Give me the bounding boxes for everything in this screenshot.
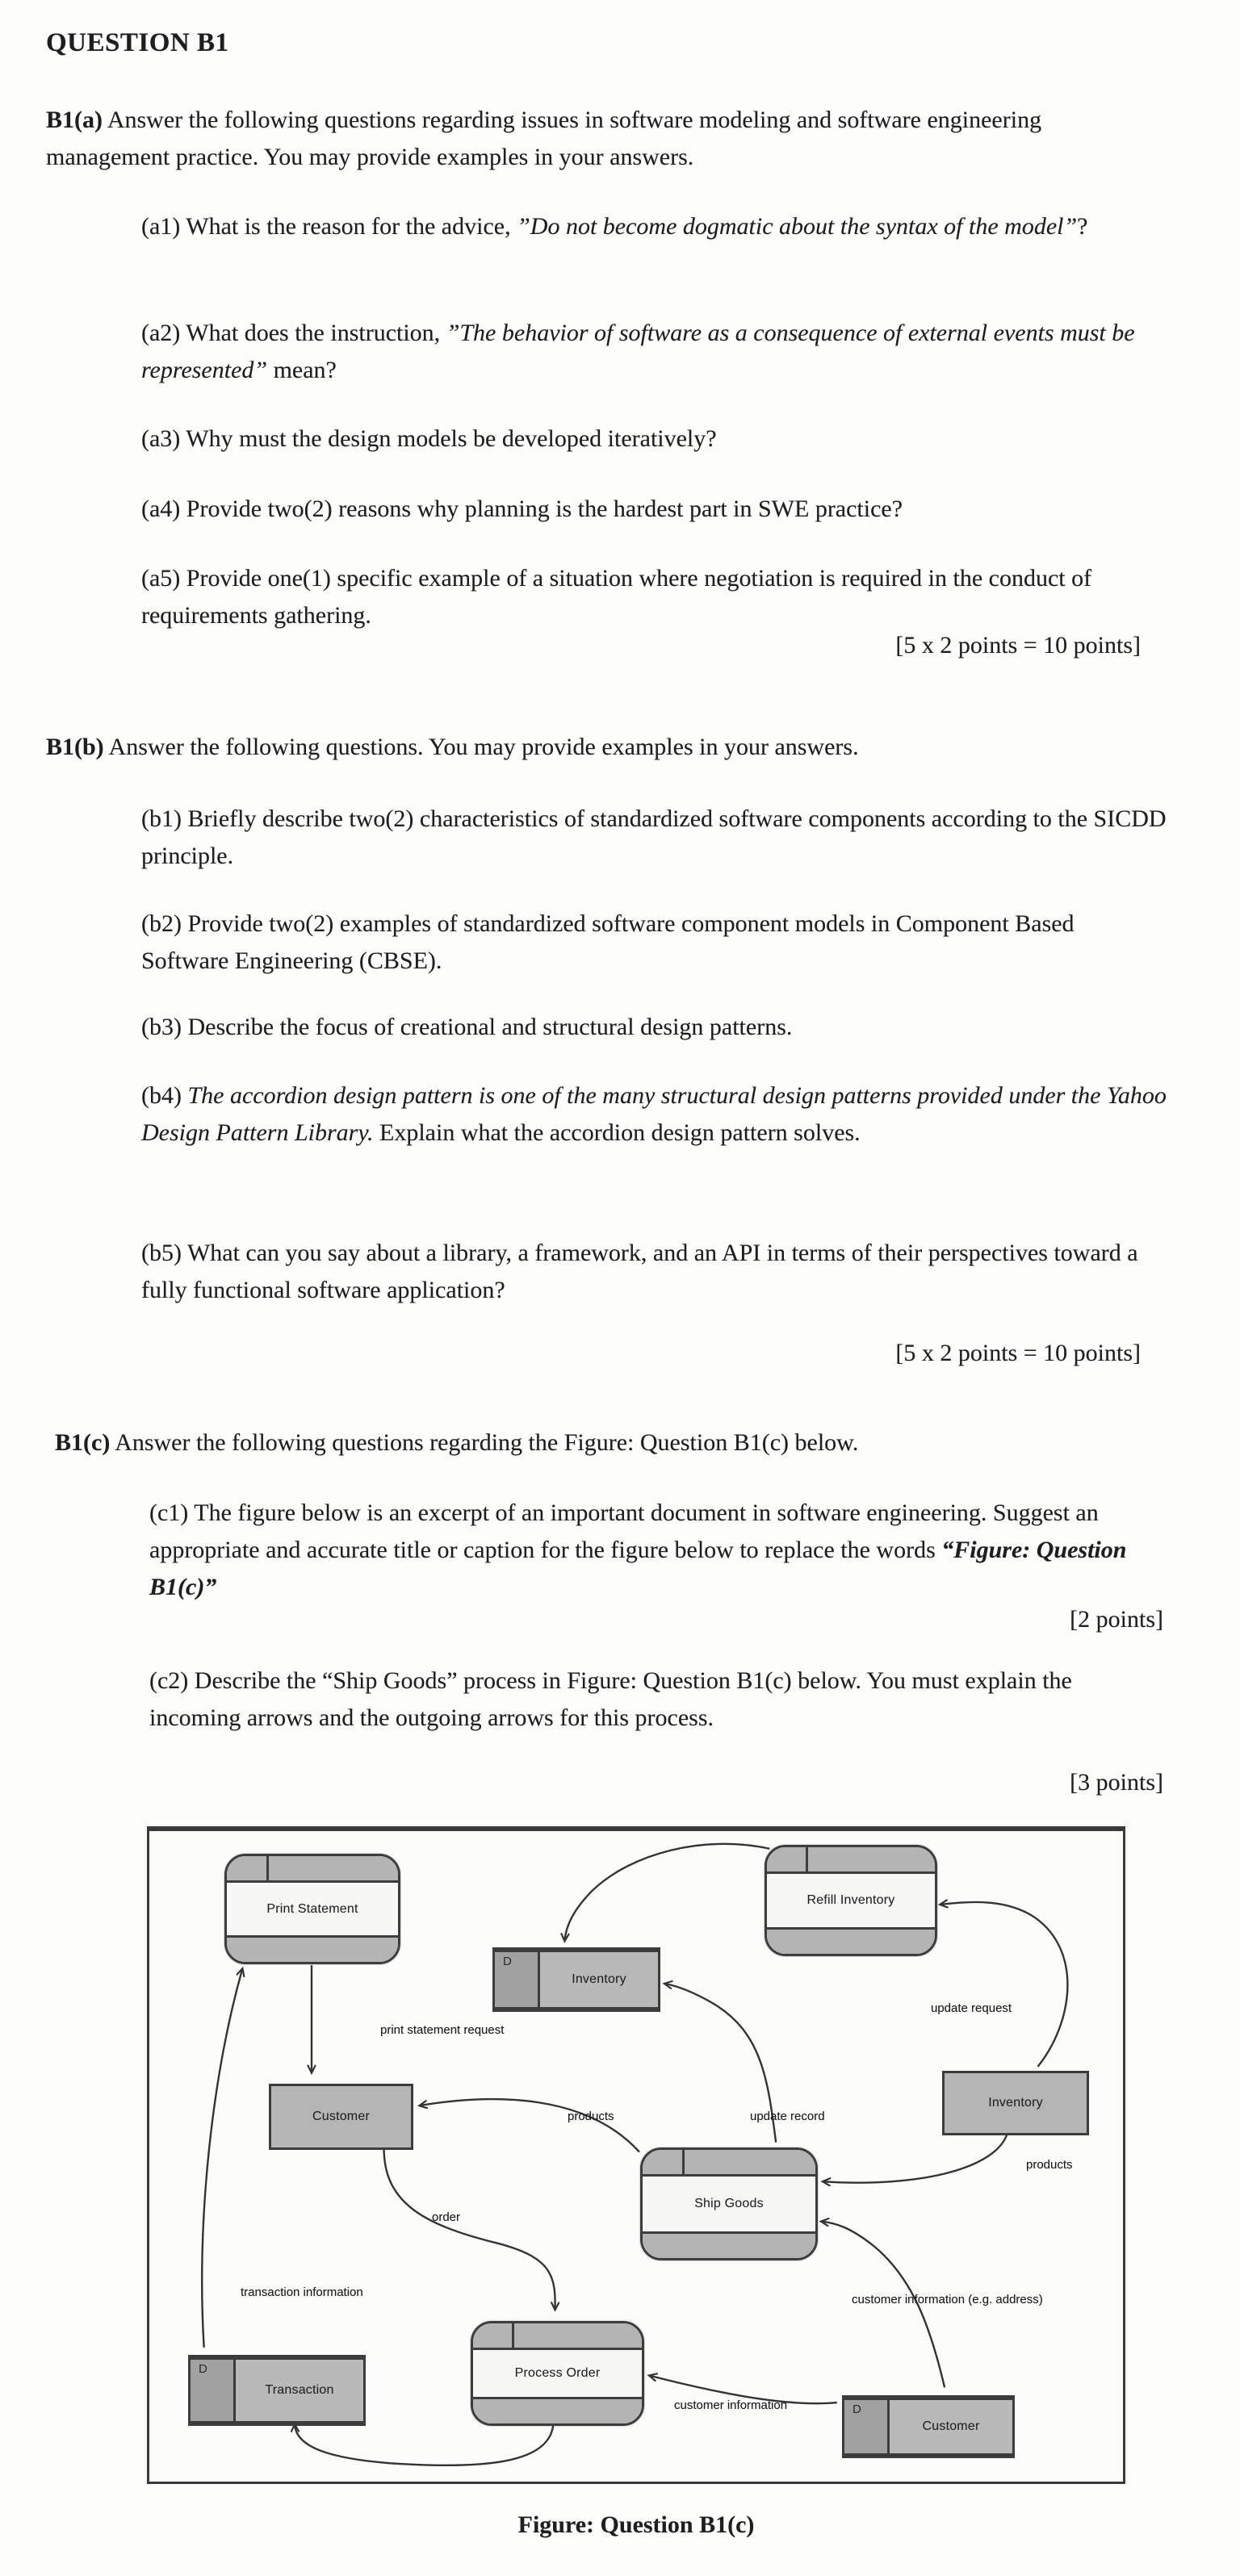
process-body (227, 1883, 398, 1935)
flow-update-request (940, 1902, 1067, 2067)
question-b4-pre: (b4) (141, 1082, 188, 1109)
flow-label-customer-information: customer information (674, 2398, 788, 2412)
entity-label: Customer (312, 2110, 370, 2123)
question-c1-pre: (c1) The figure below is an excerpt of an important document in software engineering. Suggest an appropriate and accurate title or caption for the figure below to replace the words (149, 1499, 1099, 1563)
section-b1a-label: B1(a) (46, 107, 103, 133)
process-refill-inventory (765, 1845, 937, 1956)
process-body (643, 2177, 815, 2231)
process-body (767, 1874, 935, 1927)
process-footer-band (767, 1927, 935, 1954)
question-b3: (b3) Describe the focus of creational and structural design patterns. (141, 1014, 793, 1040)
question-a2-pre: (a2) What does the instruction, (141, 320, 446, 346)
question-a5: (a5) Provide one(1) specific example of a situation where negotiation is required in the conduct of requirements gathering. (141, 565, 1092, 629)
question-a2-post: mean? (267, 357, 337, 383)
flow-label-products-left: products (568, 2110, 614, 2123)
points-b: [5 x 2 points = 10 points] (895, 1340, 1141, 1366)
datastore-id-cell: D (495, 1952, 540, 2007)
section-b1c-text: Answer the following questions regarding the Figure: Question B1(c) below. (110, 1429, 859, 1456)
question-c2: (c2) Describe the “Ship Goods” process in Figure: Question B1(c) below. You must explain the incoming arrows and the outgoing arrows for this process. (149, 1667, 1072, 1731)
question-a3: (a3) Why must the design models be developed iteratively? (141, 425, 717, 452)
datastore-id-cell: D (844, 2400, 890, 2453)
process-id-divider (806, 1847, 808, 1871)
dfd-canvas (149, 1831, 1123, 2482)
process-header-band (643, 2150, 815, 2177)
figure-caption: Figure: Question B1(c) (517, 2511, 755, 2538)
process-print-statement (224, 1854, 400, 1964)
question-a2 (141, 315, 1167, 389)
question-a4: (a4) Provide two(2) reasons why planning is the hardest part in SWE practice? (141, 496, 903, 522)
question-b5: (b5) What can you say about a library, a framework, and an API in terms of their perspectives toward a fully functional software application? (141, 1240, 1138, 1303)
entity-label: Inventory (988, 2096, 1043, 2110)
process-header-band (227, 1856, 398, 1883)
question-c1 (149, 1495, 1167, 1606)
question-b1: (b1) Briefly describe two(2) characteristics of standardized software components according to the SICDD principle. (141, 805, 1167, 869)
flow-order (384, 2148, 555, 2310)
question-a1-pre: (a1) What is the reason for the advice, (141, 213, 517, 240)
process-ship-goods (640, 2147, 818, 2260)
flow-refill-to-inventory-store (564, 1844, 769, 1942)
points-a: [5 x 2 points = 10 points] (895, 632, 1141, 659)
process-body (473, 2350, 642, 2397)
question-a2-quote: ”The behavior of software as a consequence of external events must be represented” (141, 320, 1135, 383)
process-label: Process Order (514, 2366, 601, 2380)
process-header-band (767, 1847, 935, 1874)
question-heading: QUESTION B1 (46, 28, 229, 57)
flow-products-to-customer (419, 2099, 639, 2152)
section-b1a-intro (46, 102, 1164, 176)
section-b1c-label: B1(c) (55, 1429, 111, 1456)
process-footer-band (473, 2397, 642, 2423)
process-footer-band (227, 1935, 398, 1962)
process-id-divider (512, 2323, 514, 2348)
datastore-id-cell: D (191, 2360, 236, 2421)
process-id-divider (266, 1856, 269, 1880)
datastore-label: Customer (922, 2419, 980, 2433)
process-id-divider (682, 2150, 685, 2174)
process-label: Refill Inventory (806, 1893, 895, 1907)
question-c1-quote: “Figure: Question B1(c)” (149, 1537, 1127, 1600)
datastore-body (890, 2400, 1012, 2453)
flow-label-order: order (432, 2210, 461, 2224)
points-c1: [2 points] (1070, 1606, 1163, 1633)
section-b1c-intro (55, 1424, 1185, 1462)
section-b1b-intro (46, 729, 1164, 766)
datastore-label: Transaction (265, 2383, 334, 2397)
datastore-body (236, 2360, 363, 2421)
question-a1-quote: ”Do not become dogmatic about the syntax of the model” (517, 213, 1078, 240)
section-b1b-label: B1(b) (46, 734, 104, 760)
dfd-figure (147, 1826, 1125, 2484)
entity-inventory (942, 2071, 1089, 2135)
flow-label-update-request: update request (931, 2001, 1012, 2015)
process-label: Print Statement (266, 1901, 358, 1916)
question-a1-post: ? (1077, 213, 1088, 240)
question-b4-italic: The accordion design pattern is one of the many structural design patterns provided under the Yahoo Design Pattern Library. (141, 1082, 1167, 1146)
flow-label-update-record: update record (750, 2110, 825, 2123)
question-b2: (b2) Provide two(2) examples of standardized software component models in Component Based Software Engineering (CBSE). (141, 910, 1075, 974)
process-header-band (473, 2323, 642, 2350)
datastore-transaction (188, 2355, 366, 2426)
datastore-inventory (492, 1947, 660, 2012)
question-b4-post: Explain what the accordion design pattern solves. (373, 1119, 861, 1146)
flow-label-transaction-information: transaction information (241, 2285, 363, 2299)
section-b1a-text: Answer the following questions regarding issues in software modeling and software engineering management practice. You may provide examples in your answers. (46, 107, 1042, 170)
flow-label-print-statement-request: print statement request (380, 2023, 505, 2037)
datastore-label: Inventory (572, 1972, 626, 1986)
flow-label-customer-info-address: customer information (e.g. address) (852, 2293, 1043, 2306)
datastore-customer (842, 2395, 1015, 2458)
section-b1b-text: Answer the following questions. You may provide examples in your answers. (103, 734, 859, 760)
flow-products-to-ship-goods (823, 2134, 1008, 2183)
entity-customer (269, 2084, 413, 2150)
points-c2: [3 points] (1070, 1769, 1163, 1796)
flow-order-to-transaction-store (295, 2421, 553, 2465)
process-footer-band (643, 2231, 815, 2258)
flow-transaction-information (202, 1968, 242, 2348)
question-b4 (141, 1077, 1167, 1152)
flow-label-products-right: products (1026, 2158, 1073, 2172)
question-a1 (141, 208, 1167, 245)
process-label: Ship Goods (694, 2197, 764, 2210)
datastore-body (540, 1952, 658, 2007)
process-process-order (471, 2321, 644, 2426)
